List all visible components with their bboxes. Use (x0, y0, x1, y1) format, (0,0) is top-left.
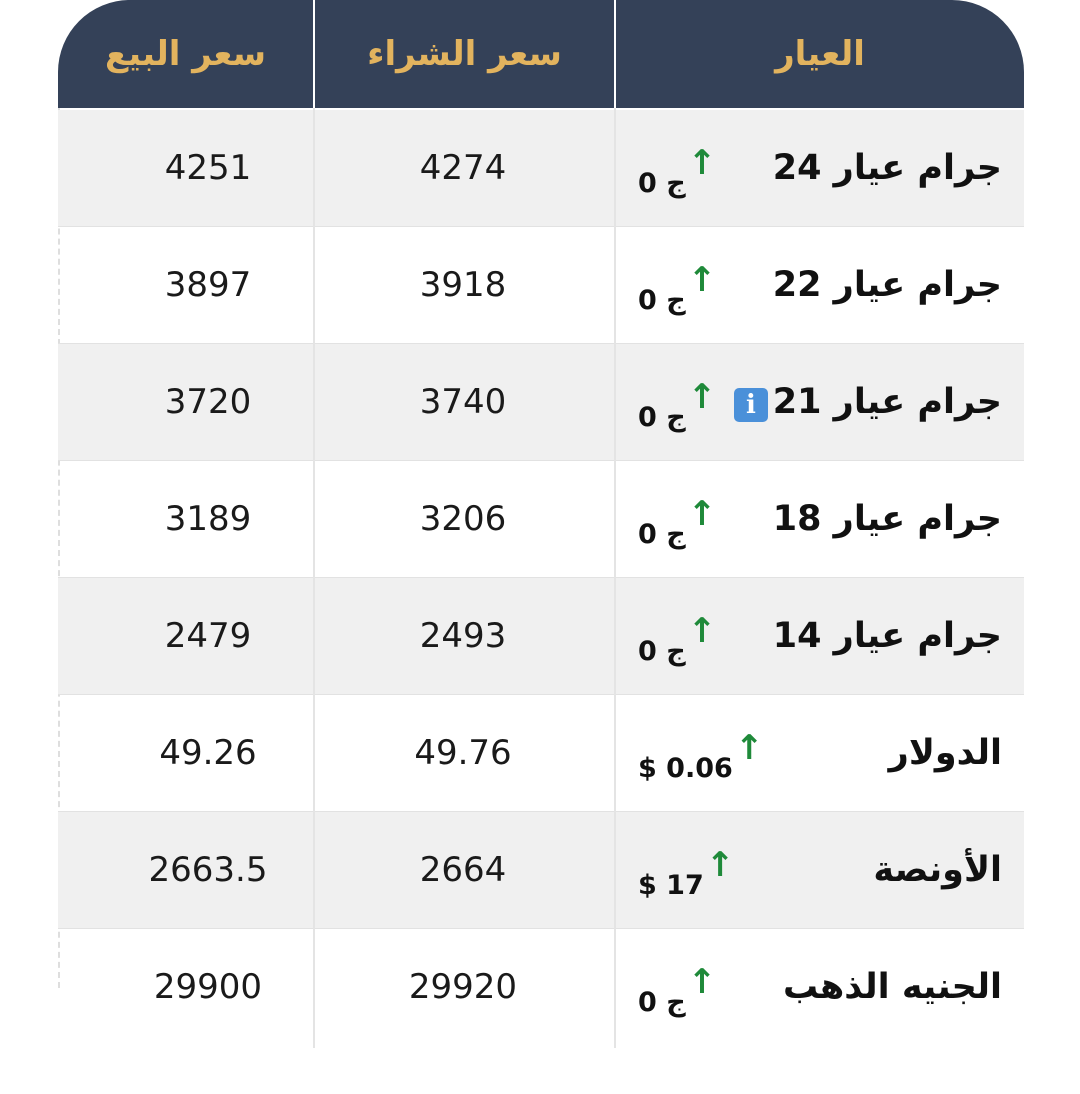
price-change: 0 ج ↑ (638, 611, 717, 667)
item-label: جرام عيار 14 (772, 616, 1002, 656)
price-change: 0 ج ↑ (638, 377, 717, 433)
table-row (58, 461, 1024, 578)
up-arrow-icon: ↑ (687, 611, 717, 651)
price-change: $ 17 ↑ (638, 845, 735, 901)
sell-price: 2479 (164, 616, 252, 656)
up-arrow-icon: ↑ (687, 494, 717, 534)
table-row (58, 227, 1024, 344)
up-arrow-icon: ↑ (687, 962, 717, 1002)
header-sell-price: سعر البيع (104, 34, 267, 74)
sell-price: 3897 (164, 265, 252, 305)
item-label: الجنيه الذهب (782, 967, 1002, 1007)
price-change: 0 ج ↑ (638, 143, 717, 199)
item-label: جرام عيار 22 (772, 265, 1002, 305)
buy-price: 3206 (419, 499, 507, 539)
buy-price: 3918 (419, 265, 507, 305)
price-change: 0 ج ↑ (638, 962, 717, 1018)
up-arrow-icon: ↑ (734, 728, 764, 768)
item-label: الأونصة (873, 850, 1002, 890)
item-label: جرام عيار 18 (772, 499, 1002, 539)
info-icon[interactable]: i (734, 388, 768, 422)
buy-price: 3740 (419, 382, 507, 422)
table-row (58, 695, 1024, 812)
column-divider (313, 108, 315, 1048)
gold-price-table (58, 0, 1024, 1048)
up-arrow-icon: ↑ (687, 143, 717, 183)
buy-price: 2493 (419, 616, 507, 656)
table-row (58, 578, 1024, 695)
header-buy-price: سعر الشراء (367, 34, 562, 74)
item-label: الدولار (888, 733, 1002, 773)
table-row (58, 110, 1024, 227)
sell-price: 3720 (164, 382, 252, 422)
up-arrow-icon: ↑ (687, 260, 717, 300)
buy-price: 29920 (408, 967, 518, 1007)
sell-price: 3189 (164, 499, 252, 539)
column-divider (614, 108, 616, 1048)
sell-price: 4251 (164, 148, 252, 188)
item-label: جرام عيار 21 (772, 382, 1002, 422)
price-change: 0 ج ↑ (638, 494, 717, 550)
table-row (58, 929, 1024, 1046)
table-header (58, 0, 1024, 108)
table-row (58, 812, 1024, 929)
up-arrow-icon: ↑ (687, 377, 717, 417)
buy-price: 4274 (419, 148, 507, 188)
buy-price: 2664 (419, 850, 507, 890)
sell-price: 49.26 (159, 733, 257, 773)
price-change: $ 0.06 ↑ (638, 728, 764, 784)
sell-price: 29900 (153, 967, 263, 1007)
price-change: 0 ج ↑ (638, 260, 717, 316)
header-karat: العيار (775, 34, 865, 74)
buy-price: 49.76 (414, 733, 512, 773)
up-arrow-icon: ↑ (705, 845, 735, 885)
item-label: جرام عيار 24 (772, 148, 1002, 188)
table-row (58, 344, 1024, 461)
sell-price: 2663.5 (148, 850, 268, 890)
